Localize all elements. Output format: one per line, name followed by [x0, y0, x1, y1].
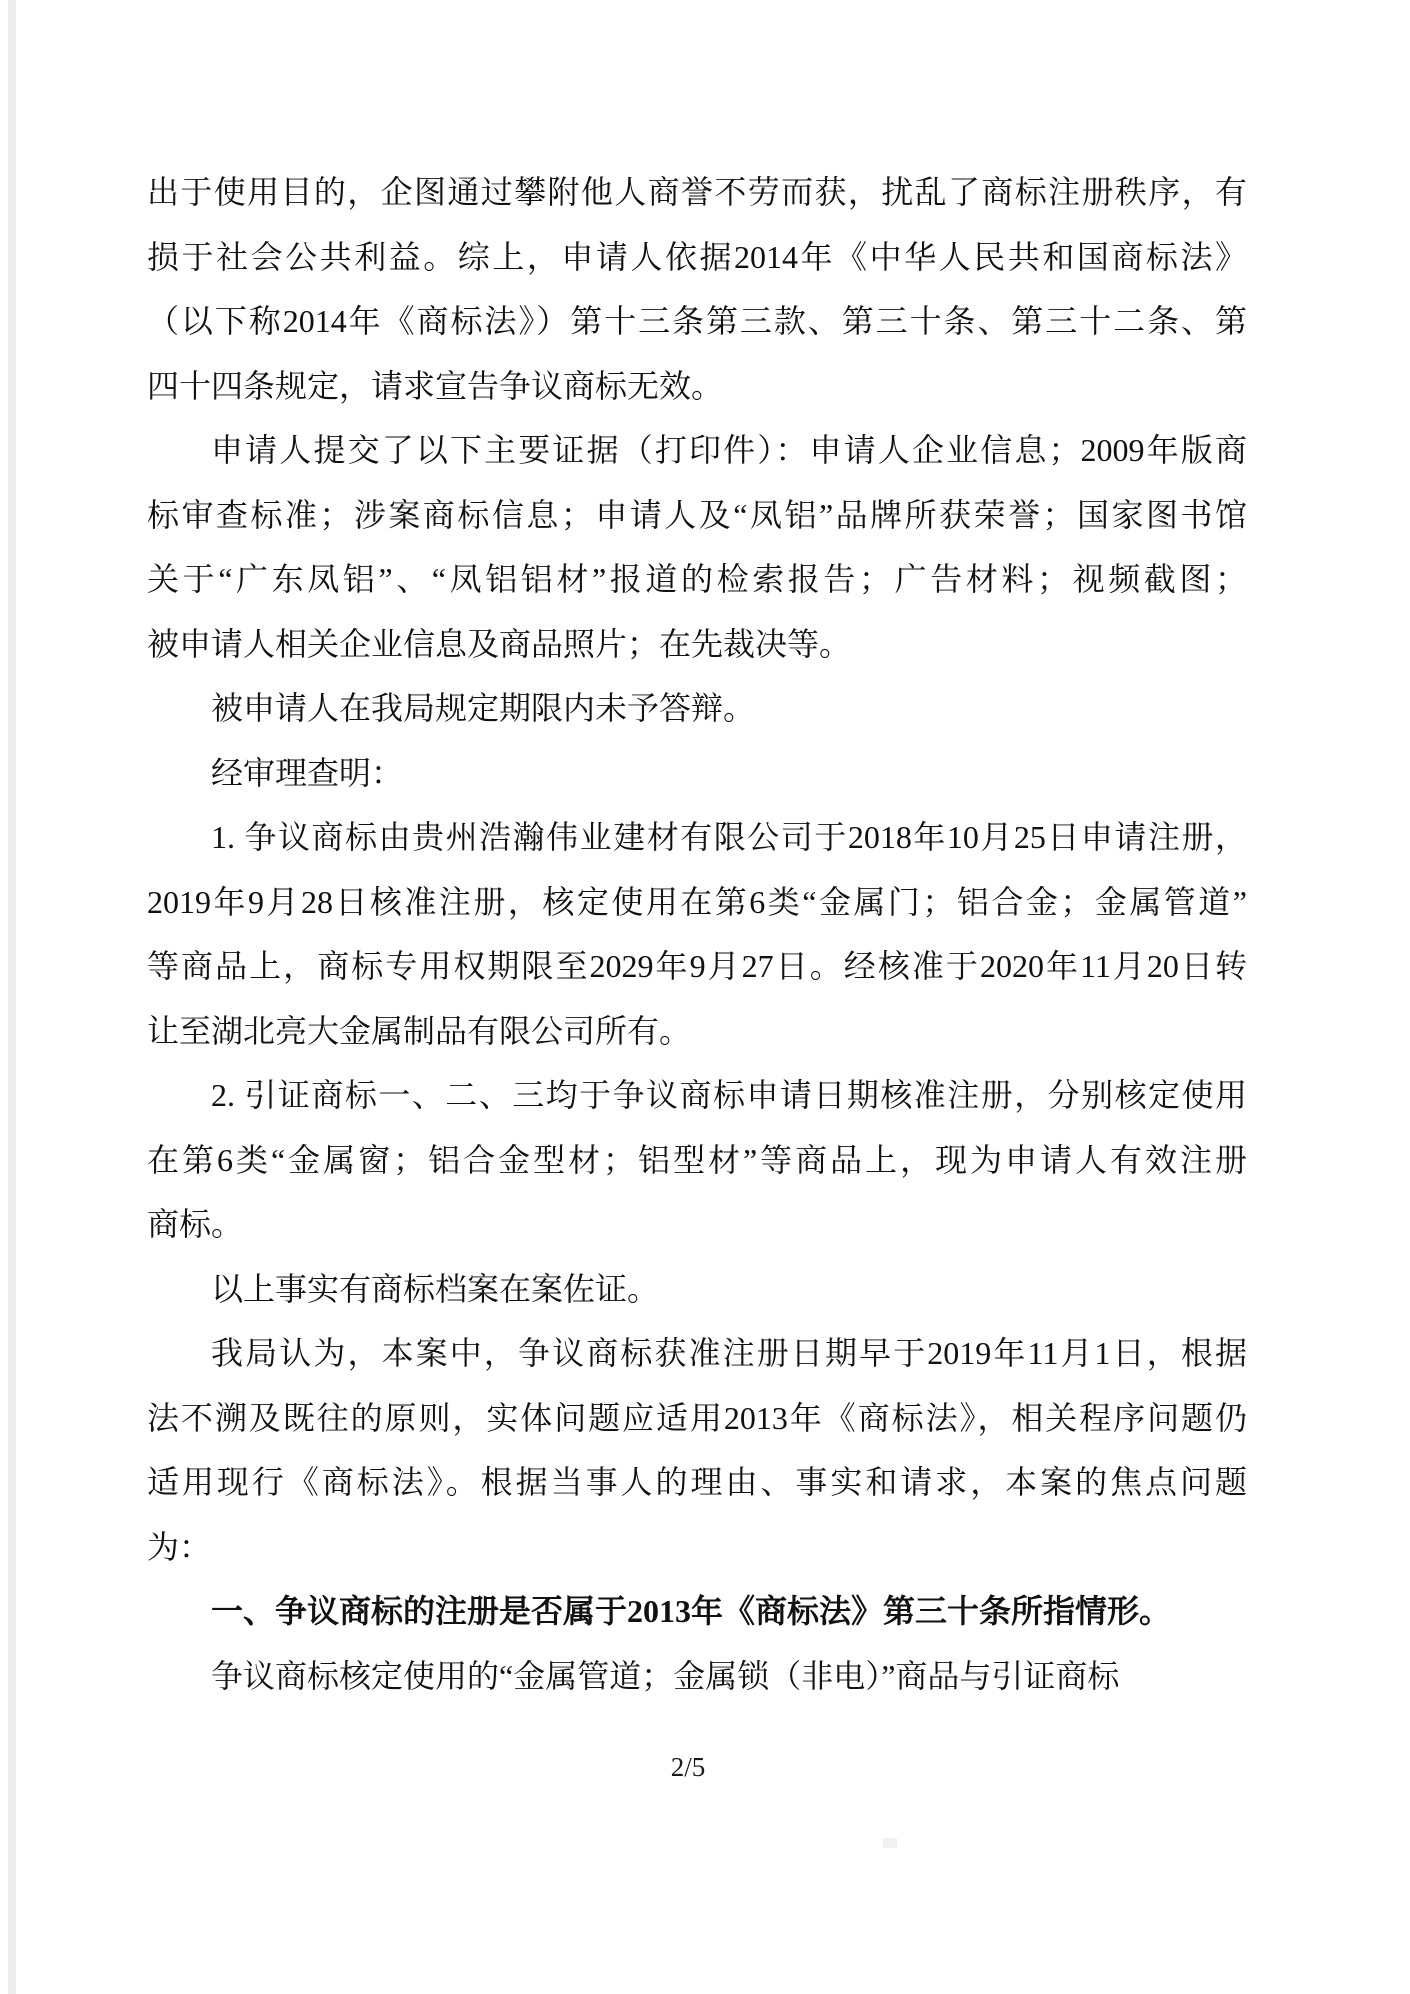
text-line: 标审查标准；涉案商标信息；申请人及“凤铝”品牌所获荣誉；国家图书馆 [147, 496, 1247, 533]
text-line: 以上事实有商标档案在案佐证。 [211, 1270, 660, 1307]
text-line: 为： [147, 1528, 212, 1565]
text-line: 让至湖北亮大金属制品有限公司所有。 [147, 1012, 692, 1049]
text-line: 2. 引证商标一、二、三均于争议商标申请日期核准注册，分别核定使用 [211, 1077, 1247, 1113]
scan-artifact-smudge [883, 1838, 897, 1848]
text-line: 我局认为，本案中，争议商标获准注册日期早于2019年11月1日，根据 [211, 1335, 1247, 1371]
text-line: 在第6类“金属窗；铝合金型材；铝型材”等商品上，现为申请人有效注册 [147, 1141, 1247, 1178]
scan-artifact-left-band [8, 0, 16, 1994]
text-line: 争议商标核定使用的“金属管道；金属锁（非电）”商品与引证商标 [211, 1657, 1120, 1694]
document-body [147, 160, 1247, 1708]
focus-issue-heading: 一、争议商标的注册是否属于2013年《商标法》第三十条所指情形。 [211, 1593, 1172, 1629]
text-line: 被申请人相关企业信息及商品照片；在先裁决等。 [147, 625, 852, 662]
text-line: 出于使用目的，企图通过攀附他人商誉不劳而获，扰乱了商标注册秩序，有 [147, 174, 1247, 210]
text-line: 被申请人在我局规定期限内未予答辩。 [211, 690, 756, 726]
text-line: 适用现行《商标法》。根据当事人的理由、事实和请求，本案的焦点问题 [147, 1464, 1247, 1500]
text-line: 关于“广东凤铝”、“凤铝铝材”报道的检索报告；广告材料；视频截图； [147, 561, 1247, 597]
text-line: 等商品上，商标专用权期限至2029年9月27日。经核准于2020年11月20日转 [147, 948, 1247, 984]
text-line: 2019年9月28日核准注册，核定使用在第6类“金属门；铝合金；金属管道” [147, 883, 1247, 920]
text-line: 四十四条规定，请求宣告争议商标无效。 [147, 367, 724, 404]
text-line: 申请人提交了以下主要证据（打印件）：申请人企业信息；2009年版商 [211, 432, 1247, 468]
text-line: 法不溯及既往的原则，实体问题应适用2013年《商标法》，相关程序问题仍 [147, 1399, 1247, 1436]
text-line: 商标。 [147, 1206, 244, 1242]
page-number: 2/5 [670, 1752, 706, 1782]
text-line: 损于社会公共利益。综上，申请人依据2014年《中华人民共和国商标法》 [147, 238, 1247, 275]
text-line: （以下称2014年《商标法》）第十三条第三款、第三十条、第三十二条、第 [147, 303, 1247, 339]
text-line: 经审理查明： [211, 754, 404, 791]
text-line: 1. 争议商标由贵州浩瀚伟业建材有限公司于2018年10月25日申请注册， [211, 819, 1247, 855]
